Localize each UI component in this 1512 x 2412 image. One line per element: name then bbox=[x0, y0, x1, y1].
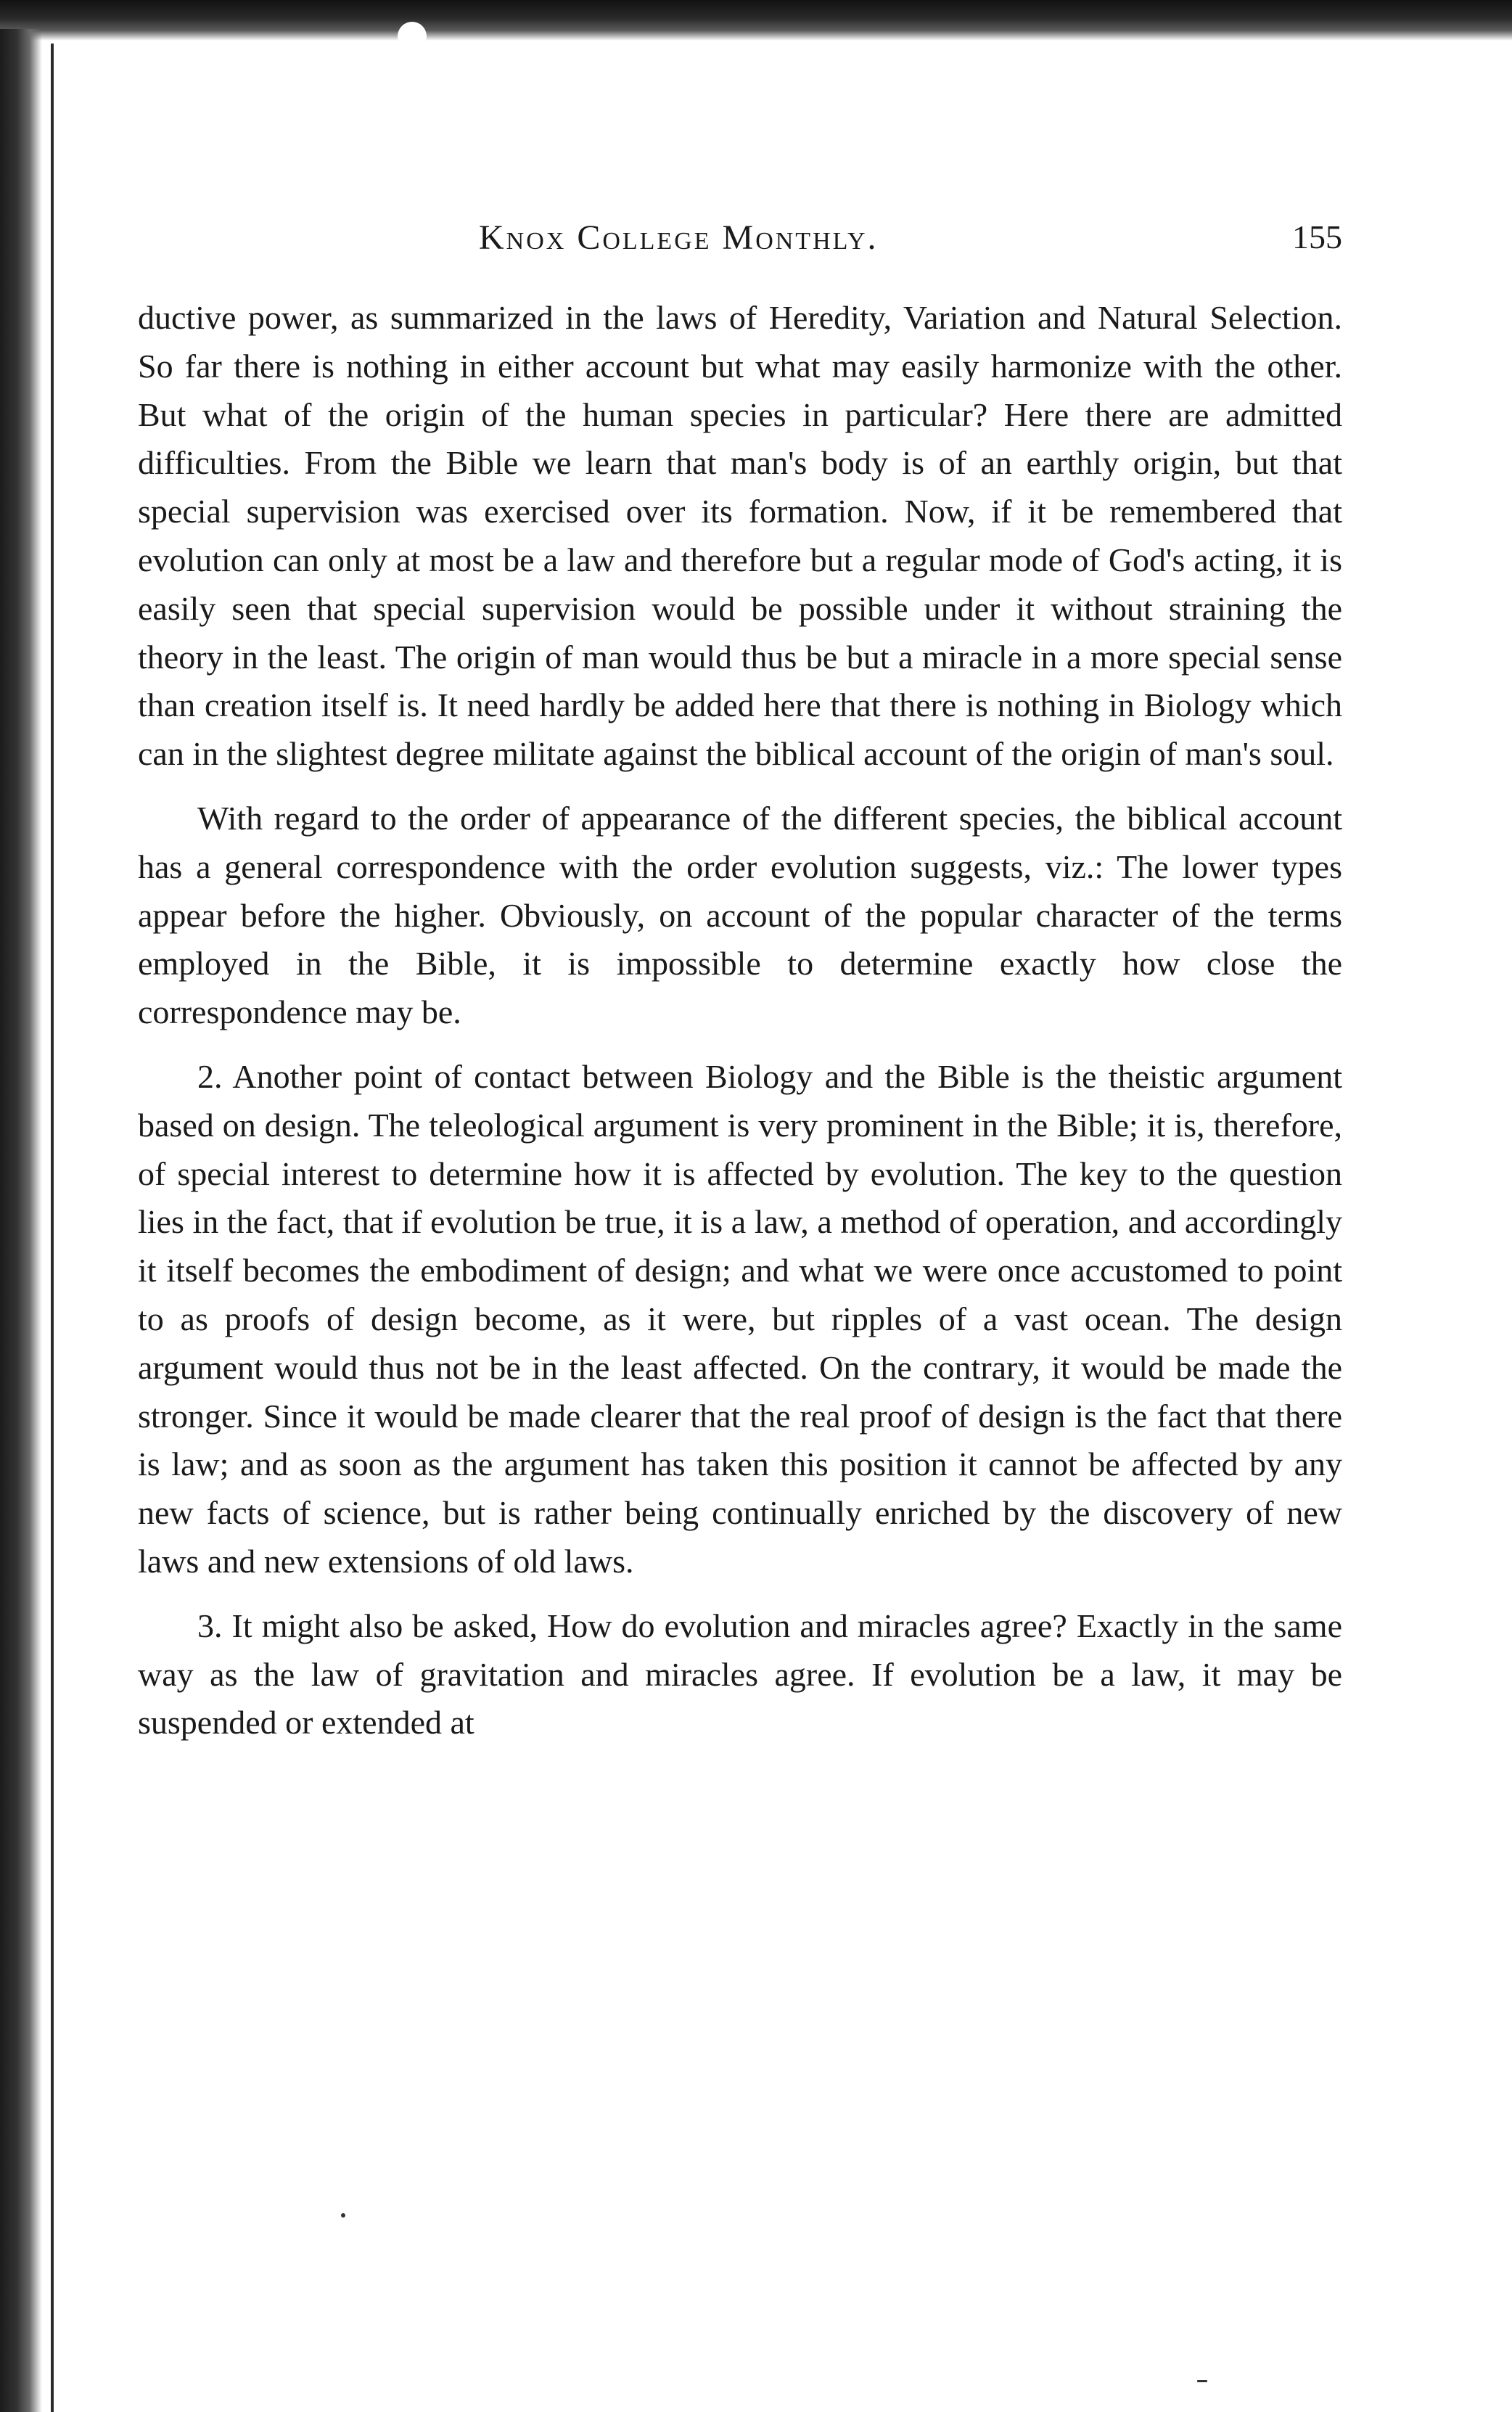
scan-speck bbox=[398, 22, 427, 51]
book-spine-shadow bbox=[0, 29, 42, 2412]
running-title: Knox College Monthly. bbox=[479, 218, 879, 257]
stray-mark bbox=[341, 2213, 345, 2218]
page-body bbox=[138, 294, 1342, 1747]
stray-mark bbox=[1197, 2380, 1207, 2382]
page-edge-line bbox=[51, 44, 54, 2412]
page-header bbox=[138, 218, 1342, 261]
paragraph-miracles: 3. It might also be asked, How do evolution and miracles agree? Exactly in the same way as the law of gravitation and miracles agree. If evolution be a law, it may be suspended or extended at bbox=[138, 1607, 1342, 1742]
paragraph-design-argument: 2. Another point of contact between Biology and the Bible is the theistic argument based on design. The teleological argument is very prominent in the Bible; it is, therefore, of special interest to determine how it is affected by evolution. The key to the question lies in the fact, that if evolution be true, it is a law, a method of operation, and accordingly it itself becomes the embodiment of design; and what we were once accustomed to point to as proofs of design become, as it were, but ripples of a vast ocean. The design argument would thus not be in the least affected. On the contrary, it would be made the stronger. Since it would be made clearer that the real proof of design is the fact that there is law; and as soon as the argument has taken this position it cannot be affected by any new facts of science, but is rather being continually enriched by the discovery of new laws and new extensions of old laws. bbox=[138, 1057, 1342, 1580]
paragraph-order-of-appearance: With regard to the order of appearance of the different species, the biblical account has a general correspondence with the order evolution suggests, viz.: The lower types appear before the higher. Obviously, on account of the popular character of the terms employed in the Bible, it is impossible to determine exactly how close the correspondence may be. bbox=[138, 799, 1342, 1031]
paragraph-continuation: ductive power, as summarized in the laws of Heredity, Variation and Natural Selection. So far there is nothing in either account but what may easily harmonize with the other. But what of the origin of the human species in particular? Here there are admitted difficulties. From the Bible we learn that man's body is of an earthly origin, but that special supervision was exercised over its formation. Now, if it be remembered that evolution can only at most be a law and therefore but a regular mode of God's acting, it is easily seen that special supervision would be possible under it without straining the theory in the least. The origin of man would thus be but a miracle in a more special sense than creation itself is. It need hardly be added here that there is nothing in Biology which can in the slightest degree militate against the biblical account of the origin of man's soul. bbox=[138, 299, 1342, 773]
scan-top-border bbox=[0, 0, 1512, 41]
page-number: 155 bbox=[1292, 218, 1342, 255]
